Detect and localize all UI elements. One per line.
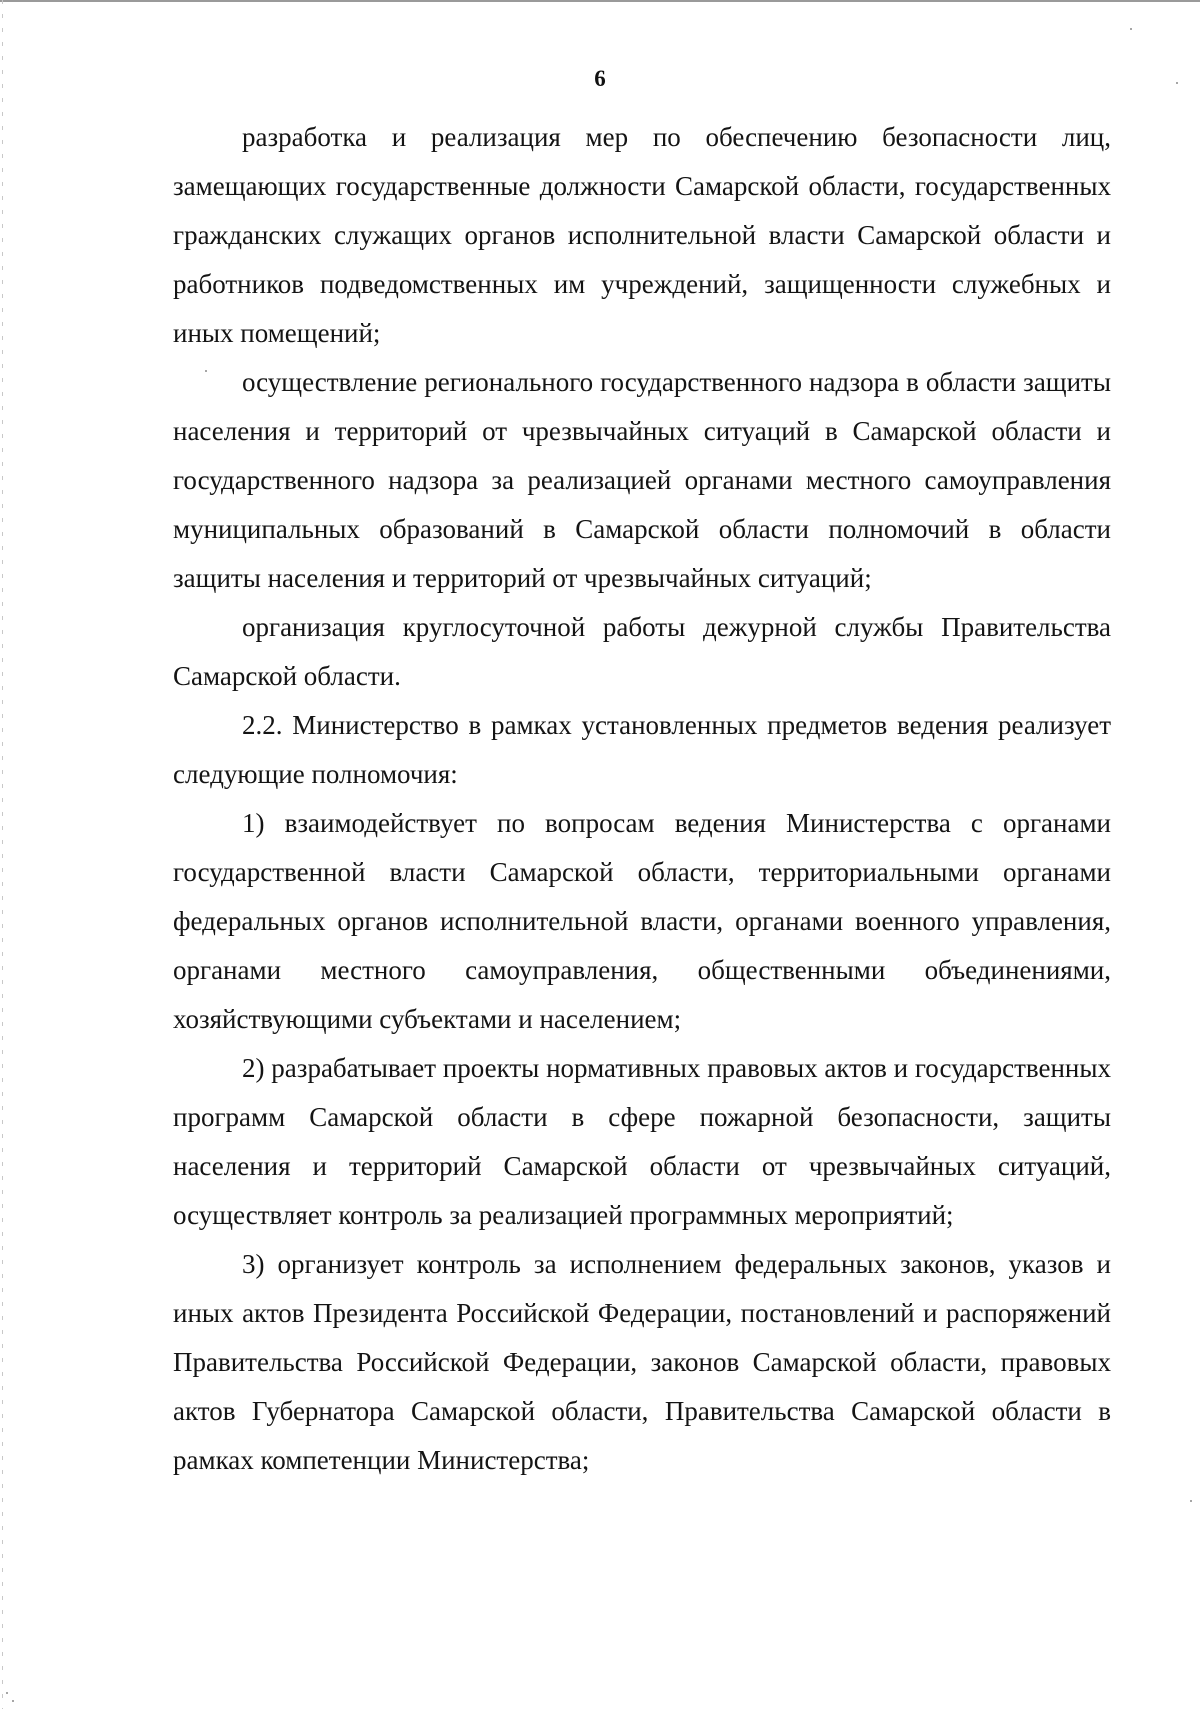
scan-speck — [205, 370, 207, 372]
paragraph-security-measures: разработка и реализация мер по обеспечению безопасности лиц, замещающих государственные должности Самарской области, государственных гражданских служащих органов исполнительной власти Самарской области и работников подведомственных им учреждений, защищенности служебных и иных помещений; — [173, 122, 1111, 348]
paragraph-item-3: 3) организует контроль за исполнением федеральных законов, указов и иных актов Президента Российской Федерации, постановлений и распоряжений Правительства Российской Федерации, законов Самарской области, правовых актов Губернатора Самарской области, Правительства Самарской области в рамках компетенции Министерства; — [173, 1249, 1111, 1475]
page-number: 6 — [594, 66, 606, 91]
scan-speck — [1130, 28, 1132, 30]
scan-top-border — [0, 0, 1200, 2]
scan-left-edge — [2, 0, 3, 1709]
scan-speck — [6, 1692, 8, 1694]
paragraph-section-2-2: 2.2. Министерство в рамках установленных предметов ведения реализует следующие полномочия: — [173, 710, 1111, 789]
scan-speck — [12, 1700, 14, 1702]
paragraph-duty-service: организация круглосуточной работы дежурной службы Правительства Самарской области. — [173, 612, 1111, 691]
scan-speck — [1190, 1500, 1192, 1502]
paragraph-item-1: 1) взаимодействует по вопросам ведения Министерства с органами государственной власти Самарской области, территориальными органами федеральных органов исполнительной власти, органами военного управления, органами местного самоуправления, общественными объединениями, хозяйствующими субъектами и населением; — [173, 808, 1111, 1034]
paragraph-regional-supervision: осуществление регионального государственного надзора в области защиты населения и территорий от чрезвычайных ситуаций в Самарской области и государственного надзора за реализацией органами местного самоуправления муниципальных образований в Самарской области полномочий в области защиты населения и территорий от чрезвычайных ситуаций; — [173, 367, 1111, 593]
document-body — [173, 113, 1111, 1485]
scan-speck — [1176, 82, 1178, 84]
paragraph-item-2: 2) разрабатывает проекты нормативных правовых актов и государственных программ Самарской области в сфере пожарной безопасности, защиты населения и территорий Самарской области от чрезвычайных ситуаций, осуществляет контроль за реализацией программных мероприятий; — [173, 1053, 1111, 1230]
